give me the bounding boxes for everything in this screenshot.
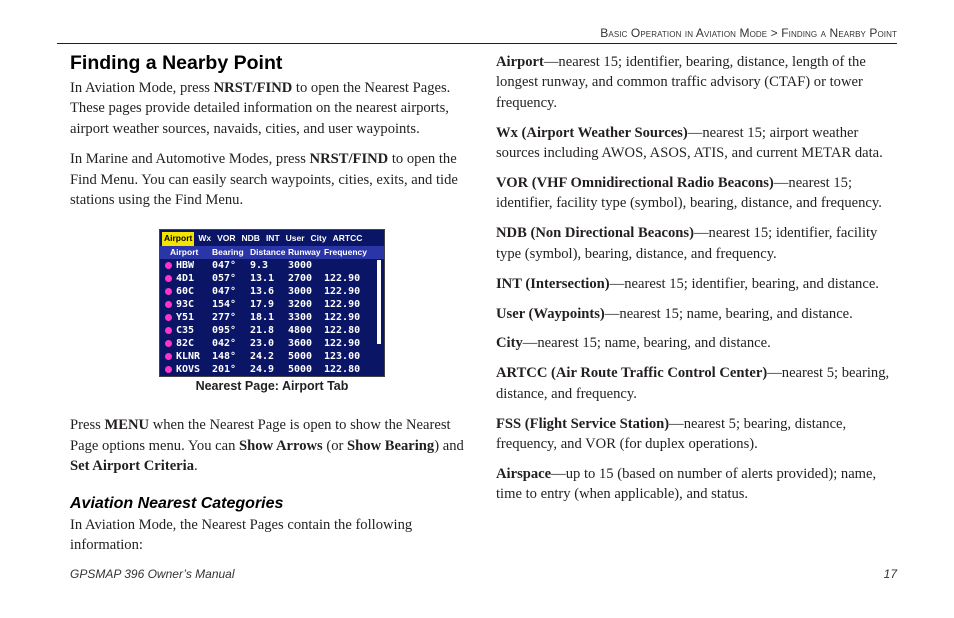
category-term: FSS (Flight Service Station) xyxy=(496,415,670,432)
page-number: 17 xyxy=(883,567,897,581)
cell-bearing: 095° xyxy=(212,325,237,337)
airport-list xyxy=(160,259,384,376)
header-rule xyxy=(57,43,897,44)
category-term: City xyxy=(496,335,523,352)
cell-distance: 24.2 xyxy=(250,351,275,363)
cell-runway: 2700 xyxy=(288,273,313,285)
cell-bearing: 154° xyxy=(212,299,237,311)
running-header xyxy=(600,26,897,40)
cell-airport: C35 xyxy=(176,325,195,337)
figure-caption: Nearest Page: Airport Tab xyxy=(195,379,349,394)
cell-distance: 21.8 xyxy=(250,325,275,337)
section-subtitle: Aviation Nearest Categories xyxy=(70,494,284,512)
category-description: —nearest 15; identifier, bearing, and distance. xyxy=(609,275,879,292)
cell-airport: 82C xyxy=(176,338,195,350)
cell-frequency: 123.00 xyxy=(324,351,361,363)
intro-paragraph: In Aviation Mode, press NRST/FIND to open the Nearest Pages. These pages provide detailed information on the nearest airports, airport weather sources, navaids, cities, and user waypoints. xyxy=(70,80,451,137)
left-column xyxy=(70,52,470,555)
device-screen xyxy=(159,229,385,377)
category-definition xyxy=(496,414,896,455)
table-row xyxy=(160,259,384,272)
cell-bearing: 047° xyxy=(212,286,237,298)
cell-runway: 3000 xyxy=(288,286,313,298)
cell-airport: Y51 xyxy=(176,312,195,324)
cell-runway: 3000 xyxy=(288,260,313,272)
col-runway: Runway xyxy=(288,247,321,258)
category-term: NDB (Non Directional Beacons) xyxy=(496,225,694,242)
footer-manual: GPSMAP 396 Owner’s Manual xyxy=(70,567,235,581)
right-column xyxy=(496,52,896,514)
category-definition xyxy=(496,464,896,505)
tab-user: User xyxy=(285,233,305,244)
category-description: —nearest 15; identifier, facility type (symbol), bearing, distance, and frequency. xyxy=(496,225,878,262)
cell-frequency: 122.80 xyxy=(324,364,361,376)
category-definition xyxy=(496,274,896,294)
cell-frequency: 122.90 xyxy=(324,299,361,311)
cell-bearing: 277° xyxy=(212,312,237,324)
cell-frequency: 122.90 xyxy=(324,312,361,324)
cell-airport: 4D1 xyxy=(176,273,195,285)
table-row xyxy=(160,285,384,298)
cell-bearing: 057° xyxy=(212,273,237,285)
category-description: —nearest 15; airport weather sources including AWOS, ASOS, ATIS, and current METAR data. xyxy=(496,124,883,162)
cell-distance: 9.3 xyxy=(250,260,269,272)
table-row xyxy=(160,324,384,337)
marine-paragraph: In Marine and Automotive Modes, press NRST/FIND to open the Find Menu. You can easily search waypoints, cities, exits, and tide stations using the Find Menu. xyxy=(70,151,458,209)
category-definition xyxy=(496,52,896,113)
col-bearing: Bearing xyxy=(212,247,244,258)
cell-frequency: 122.90 xyxy=(324,338,361,350)
category-description: —nearest 5; bearing, distance, and frequency. xyxy=(496,365,890,402)
cell-frequency xyxy=(324,259,374,272)
categories-intro: In Aviation Mode, the Nearest Pages contain the following information: xyxy=(70,516,413,554)
cell-bearing: 042° xyxy=(212,338,237,350)
table-row xyxy=(160,311,384,324)
category-description: —nearest 15; name, bearing, and distance. xyxy=(522,335,771,352)
category-term: ARTCC (Air Route Traffic Control Center) xyxy=(496,365,768,382)
tab-int: INT xyxy=(265,233,280,244)
cell-bearing: 047° xyxy=(212,260,237,272)
category-definition xyxy=(496,223,896,264)
cell-runway: 3600 xyxy=(288,338,313,350)
tab-wx: Wx xyxy=(198,233,212,244)
category-definition xyxy=(496,304,896,324)
cell-runway: 4800 xyxy=(288,325,313,337)
cell-frequency: 122.90 xyxy=(324,273,361,285)
cell-runway: 5000 xyxy=(288,364,313,376)
cell-distance: 17.9 xyxy=(250,299,275,311)
cell-distance: 18.1 xyxy=(250,312,275,324)
nearest-page-figure xyxy=(159,229,385,393)
cell-frequency: 122.80 xyxy=(324,325,361,337)
col-frequency: Frequency xyxy=(324,247,367,258)
tab-ndb: NDB xyxy=(241,233,260,244)
cell-frequency: 122.90 xyxy=(324,286,361,298)
scrollbar xyxy=(377,260,381,344)
menu-paragraph: Press MENU when the Nearest Page is open to show the Nearest Page options menu. You can Show Arrows (or Show Bearing) and Set Airport Criteria. xyxy=(70,417,464,475)
category-definition xyxy=(496,173,896,214)
table-row xyxy=(160,298,384,311)
page-title: Finding a Nearby Point xyxy=(70,52,283,74)
header-subsection: Finding a Nearby Point xyxy=(781,26,897,40)
category-description: —up to 15 (based on number of alerts provided); name, time to entry (when applicable), and status. xyxy=(496,466,877,503)
tab-vor: VOR xyxy=(217,233,236,244)
category-term: Airport xyxy=(496,54,544,70)
table-row xyxy=(160,350,384,363)
table-row xyxy=(160,272,384,285)
category-description: —nearest 15; identifier, bearing, distance, length of the longest runway, and common traffic advisory (CTAF) or tower frequency. xyxy=(496,54,866,111)
category-term: INT (Intersection) xyxy=(496,275,610,292)
cell-runway: 5000 xyxy=(288,351,313,363)
category-definition xyxy=(496,123,896,164)
cell-distance: 24.9 xyxy=(250,364,275,376)
table-row xyxy=(160,337,384,350)
cell-airport: HBW xyxy=(176,260,195,272)
cell-distance: 13.6 xyxy=(250,286,275,298)
category-definition xyxy=(496,333,896,353)
col-distance: Distance xyxy=(250,247,286,258)
header-section: Basic Operation in Aviation Mode xyxy=(600,26,768,40)
cell-airport: 60C xyxy=(176,286,195,298)
cell-distance: 23.0 xyxy=(250,338,275,350)
category-term: Wx (Airport Weather Sources) xyxy=(496,124,688,141)
cell-airport: KOVS xyxy=(176,364,201,376)
tab-artcc: ARTCC xyxy=(332,233,363,244)
cell-airport: KLNR xyxy=(176,351,201,363)
category-term: VOR (VHF Omnidirectional Radio Beacons) xyxy=(496,175,774,192)
tab-airport: Airport xyxy=(162,232,194,246)
column-header-row xyxy=(160,246,384,259)
category-definition xyxy=(496,363,896,404)
header-separator: > xyxy=(770,26,778,40)
cell-distance: 13.1 xyxy=(250,273,275,285)
category-term: Airspace xyxy=(496,466,552,482)
category-description: —nearest 5; bearing, distance, frequency, and VOR (for duplex operations). xyxy=(496,415,847,453)
table-row xyxy=(160,363,384,376)
tab-bar xyxy=(160,230,384,246)
cell-bearing: 201° xyxy=(212,364,237,376)
cell-runway: 3200 xyxy=(288,299,313,311)
tab-city: City xyxy=(310,233,327,244)
cell-airport: 93C xyxy=(176,299,195,311)
category-description: —nearest 15; identifier, facility type (symbol), bearing, distance, and frequency. xyxy=(496,175,882,212)
cell-runway: 3300 xyxy=(288,312,313,324)
category-term: User (Waypoints) xyxy=(496,305,605,322)
col-airport: Airport xyxy=(170,247,199,258)
cell-bearing: 148° xyxy=(212,351,237,363)
category-description: —nearest 15; name, bearing, and distance. xyxy=(604,305,853,322)
